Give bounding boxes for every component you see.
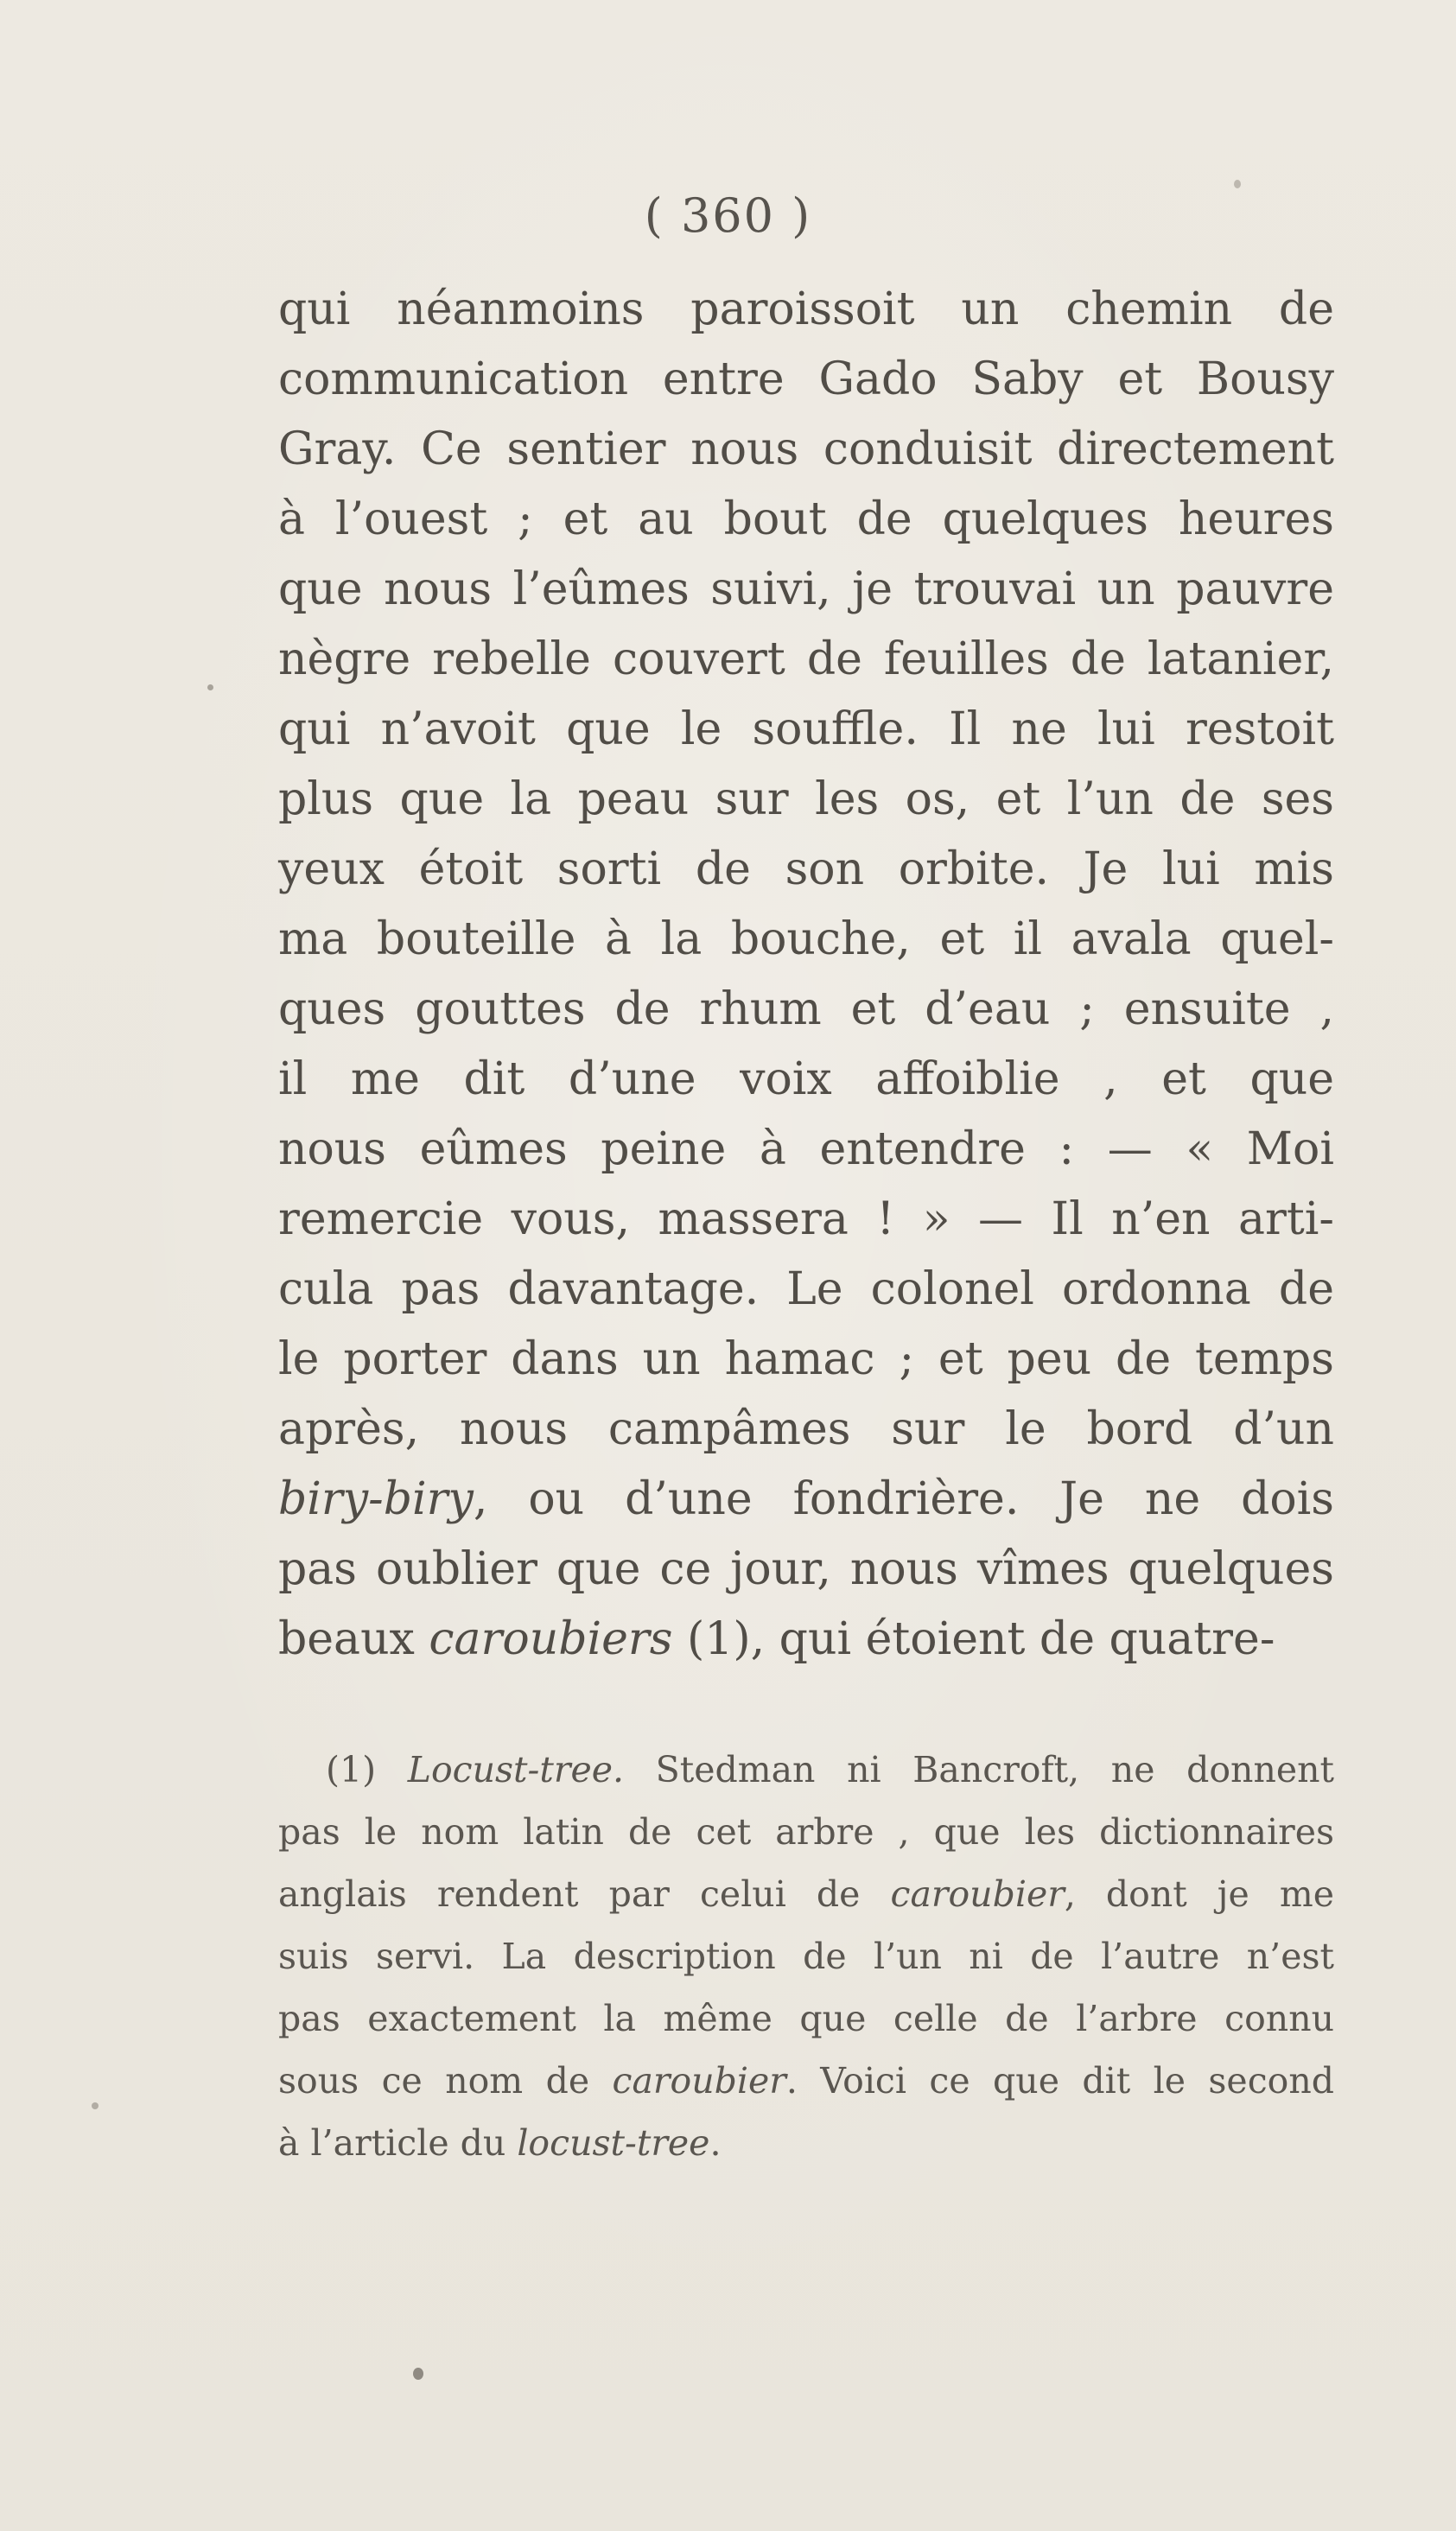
footnote-text: .	[709, 2122, 722, 2164]
body-line-text: , ou d’une fondrière. Je ne dois	[473, 1473, 1334, 1525]
italic-term: caroubier	[890, 1873, 1065, 1915]
footnote-line: pas exactement la même que celle de l’arbre connu	[278, 1998, 1334, 2039]
footnote-text: . Voici ce que dit le second	[785, 2060, 1334, 2102]
footnote-text: à l’article du	[278, 2122, 518, 2164]
footnote-text: sous ce nom de	[278, 2060, 613, 2102]
body-line: pas oublier que ce jour, nous vîmes quelques	[278, 1543, 1334, 1595]
body-line: qui n’avoit que le souffle. Il ne lui restoit	[278, 703, 1334, 755]
italic-term: caroubier	[612, 2060, 786, 2102]
body-text	[278, 275, 1334, 1675]
body-line-text: beaux	[278, 1613, 429, 1665]
footnote-line	[278, 2112, 1334, 2174]
body-line: il me dit d’une voix affoiblie , et que	[278, 1053, 1334, 1105]
body-line: nous eûmes peine à entendre : — « Moi	[278, 1123, 1334, 1175]
page-number: ( 360 )	[644, 188, 812, 243]
body-line: le porter dans un hamac ; et peu de temps	[278, 1333, 1334, 1385]
ink-speck	[207, 684, 213, 690]
footnote-line: suis servi. La description de l’un ni de l’autre n’est	[278, 1936, 1334, 1977]
body-line: après, nous campâmes sur le bord d’un	[278, 1403, 1334, 1455]
body-line: ma bouteille à la bouche, et il avala quel-	[278, 913, 1334, 965]
body-line: Gray. Ce sentier nous conduisit directement	[278, 423, 1334, 475]
body-line: qui néanmoins paroissoit un chemin de	[278, 283, 1334, 335]
italic-term: biry-biry	[278, 1473, 474, 1525]
italic-term: locust-tree	[517, 2122, 710, 2164]
body-line: remercie vous, massera ! » — Il n’en arti-	[278, 1193, 1334, 1245]
body-line: cula pas davantage. Le colonel ordonna de	[278, 1263, 1334, 1315]
ink-speck	[413, 2368, 423, 2380]
body-line: communication entre Gado Saby et Bousy	[278, 353, 1334, 405]
footnote-text: , dont je me	[1064, 1873, 1334, 1915]
footnote-line: pas le nom latin de cet arbre , que les dictionnaires	[278, 1811, 1334, 1853]
footnote-text: anglais rendent par celui de	[278, 1873, 891, 1915]
body-line: à l’ouest ; et au bout de quelques heures	[278, 493, 1334, 545]
ink-speck	[1234, 180, 1241, 188]
body-line	[278, 1465, 1334, 1535]
footnote-marker: (1)	[326, 1749, 408, 1790]
footnote	[278, 1739, 1334, 2174]
body-line-text: (1), qui étoient de quatre-	[672, 1613, 1275, 1665]
ink-speck	[92, 2102, 99, 2109]
body-line: yeux étoit sorti de son orbite. Je lui mis	[278, 843, 1334, 895]
italic-term: caroubiers	[429, 1613, 673, 1665]
body-line: que nous l’eûmes suivi, je trouvai un pauvre	[278, 563, 1334, 615]
footnote-line	[278, 2050, 1334, 2112]
footnote-line	[278, 1739, 1334, 1801]
footnote-line	[278, 1863, 1334, 1925]
body-line: plus que la peau sur les os, et l’un de ses	[278, 773, 1334, 825]
italic-term: Locust-tree.	[407, 1749, 625, 1790]
footnote-text: Stedman ni Bancroft, ne donnent	[624, 1749, 1334, 1790]
body-line	[278, 1605, 1334, 1675]
body-line: nègre rebelle couvert de feuilles de latanier,	[278, 633, 1334, 685]
body-line: ques gouttes de rhum et d’eau ; ensuite ,	[278, 983, 1334, 1035]
